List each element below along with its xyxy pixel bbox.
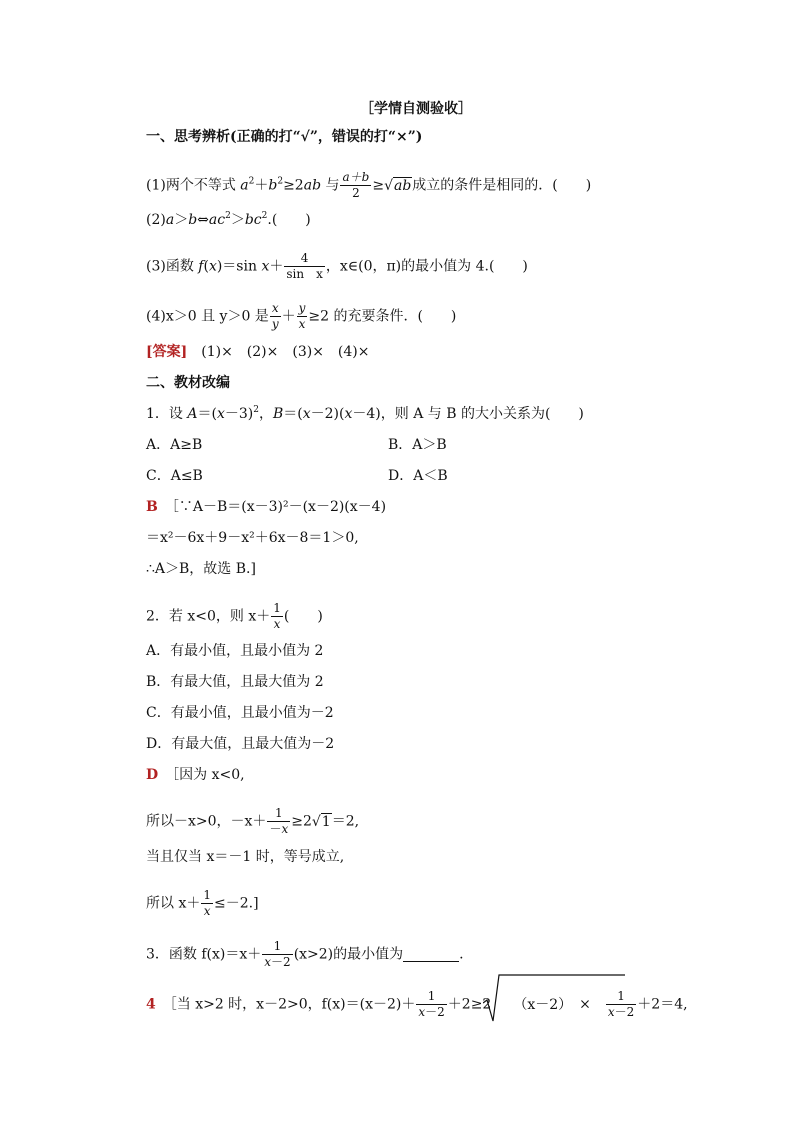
square-root: √1 bbox=[311, 813, 331, 830]
question-1: (1)两个不等式 $a^2+b^2\ge 2ab$ 与 $\frac{a+b}{2}$ ≥√ab成立的条件是相同的．( ) bbox=[146, 170, 592, 200]
problem-3-stem: 3．函数 f(x)＝x＋ $\frac{1}{x-2}$ (x>2)的最小值为 . bbox=[146, 939, 464, 969]
fraction: $\frac{4}{\text{sin x}}$ bbox=[286, 251, 323, 281]
question-3: (3)函数 f(x)＝sin x＋ $\frac{4}{\text{sin x}}$ ，x∈(0，π)的最小值为 4.( ) bbox=[146, 251, 528, 281]
solution-1-line-3: ∴A＞B，故选 B.] bbox=[146, 561, 256, 577]
option-a: A．A≥B bbox=[146, 437, 203, 453]
option-d: D．有最大值，且最大值为－2 bbox=[146, 736, 335, 752]
question-2: $(2)a>b\Leftrightarrow ac^2>bc^2$.( ) bbox=[146, 211, 311, 228]
option-b: B．A＞B bbox=[388, 437, 447, 453]
fraction: $\frac{1}{x-2}$ bbox=[607, 989, 635, 1019]
solution-1-line-2: ＝x²－6x＋9－x²＋6x－8＝1＞0, bbox=[146, 530, 359, 546]
fraction: $\frac{x}{y}$ bbox=[271, 301, 279, 331]
big-square-root-sign bbox=[483, 973, 625, 1023]
fraction: $\frac{1}{-x}$ bbox=[269, 806, 289, 836]
fraction: $\frac{1}{x-2}$ bbox=[418, 989, 445, 1019]
section1-title: 一、思考辨析(正确的打“√”，错误的打“×”) bbox=[146, 129, 423, 145]
section2-title: 二、教材改编 bbox=[146, 375, 230, 391]
fraction: $\frac{a+b}{2}$ bbox=[342, 170, 370, 200]
solution-1-line-1: B ［∵A－B＝(x－3)²－(x－2)(x－4) bbox=[146, 499, 387, 515]
solution-3-line-1: 4 ［当 x>2 时，x－2>0，f(x)＝(x－2)＋ $\frac{1}{x-2}$ ＋2≥2 （x－2） × $\frac{1}{x-2}$ ＋2＝4, bbox=[146, 989, 688, 1019]
option-b: B．有最大值，且最大值为 2 bbox=[146, 674, 324, 690]
answer-label: [答案] bbox=[146, 344, 188, 360]
square-root: √ab bbox=[384, 177, 412, 194]
fraction: $\frac{y}{x}$ bbox=[298, 301, 306, 331]
solution-2-line-4: 所以 x＋ $\frac{1}{x}$ ≤－2.] bbox=[146, 888, 259, 918]
header-title: ［学情自测验收］ bbox=[360, 101, 472, 117]
question-4: (4)x＞0 且 y＞0 是 $\frac{x}{y}$ ＋ $\frac{y}{x}$ ≥2 的充要条件．( ) bbox=[146, 301, 457, 331]
fraction: $\frac{1}{x-2}$ bbox=[264, 939, 291, 969]
solution-2-line-2: 所以－x>0，－x＋ $\frac{1}{-x}$ ≥2√1＝2, bbox=[146, 806, 360, 836]
option-d: D．A＜B bbox=[388, 468, 448, 484]
solution-2-line-1: D ［因为 x<0, bbox=[146, 767, 245, 783]
answer-line: [答案] (1)× (2)× (3)× (4)× bbox=[146, 344, 370, 360]
fraction: $\frac{1}{x}$ bbox=[273, 601, 281, 631]
option-c: C．A≤B bbox=[146, 468, 203, 484]
problem-1-stem: 1．设 $A=(x-3)^2$，B＝(x－2)(x－4)，则 A 与 B 的大小关系为( ) bbox=[146, 405, 584, 422]
problem-2-stem: 2．若 x<0，则 x＋ $\frac{1}{x}$ ( ) bbox=[146, 601, 323, 631]
solution-2-line-3: 当且仅当 x＝－1 时，等号成立, bbox=[146, 849, 345, 865]
answer-blank bbox=[403, 947, 459, 962]
fraction: $\frac{1}{x}$ bbox=[203, 888, 211, 918]
option-c: C．有最小值，且最小值为－2 bbox=[146, 705, 334, 721]
option-a: A．有最小值，且最小值为 2 bbox=[146, 643, 324, 659]
